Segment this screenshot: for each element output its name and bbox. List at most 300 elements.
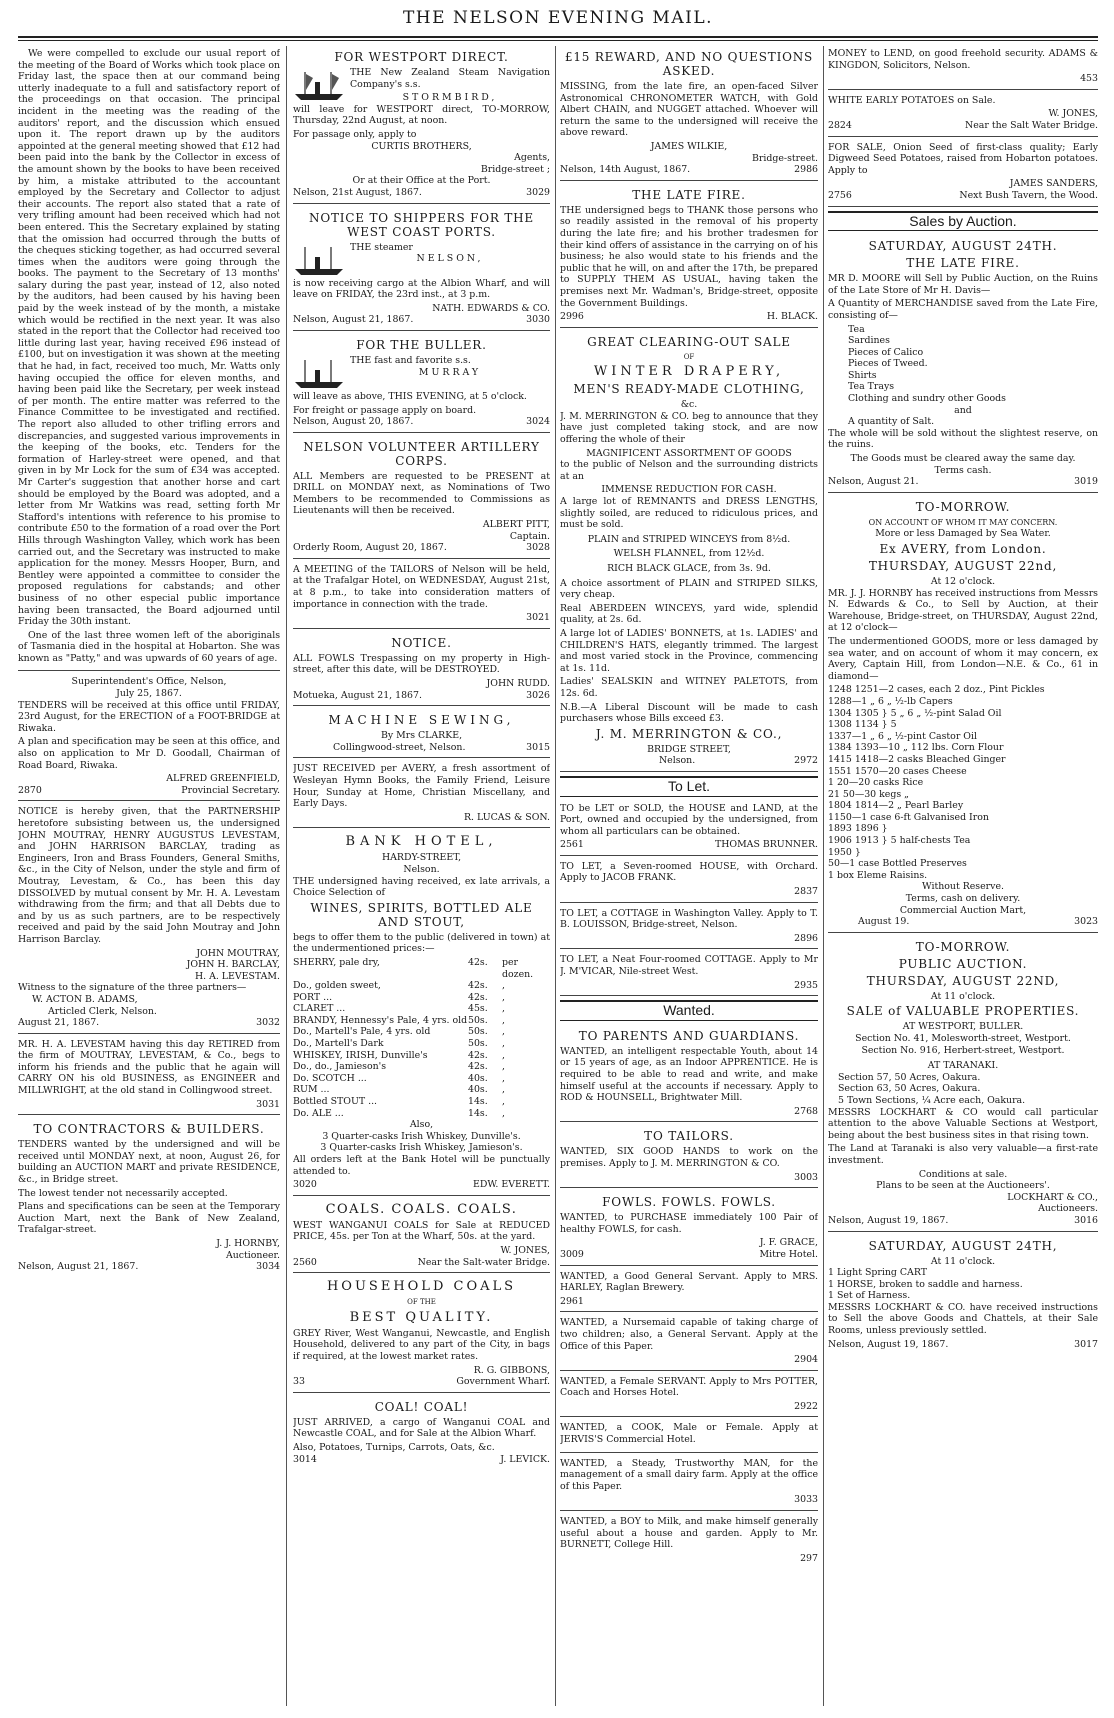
ad-signer: H. A. LEVESTAM. bbox=[194, 970, 280, 982]
ad-subheading: Nelson. bbox=[403, 863, 440, 875]
list-item: Section 57, 50 Acres, Oakura. bbox=[838, 1071, 981, 1083]
ad-heading: TO-MORROW. bbox=[915, 939, 1011, 954]
price-price: 42s. bbox=[468, 1049, 488, 1061]
price-row bbox=[293, 1073, 550, 1085]
column-divider bbox=[555, 46, 556, 1706]
ad-date: Nelson, August 19, 1867. bbox=[828, 1338, 949, 1350]
ad-body: will leave as above, THIS EVENING, at 5 o'clock. bbox=[293, 390, 527, 402]
column-4 bbox=[828, 46, 1098, 1708]
ad-date: Nelson, August 21. bbox=[828, 476, 919, 488]
ad-signer: R. G. GIBBONS, bbox=[473, 1364, 550, 1376]
lot-row: 50—1 case Bottled Preserves bbox=[828, 858, 967, 870]
coals-ad bbox=[293, 1199, 550, 1273]
price-unit: , bbox=[502, 980, 505, 992]
list-item: Section 63, 50 Acres, Oakura. bbox=[838, 1083, 981, 1095]
ad-number: 453 bbox=[1080, 73, 1098, 85]
lot-row: 1 20—20 casks Rice bbox=[828, 777, 924, 789]
to-let-ad bbox=[560, 859, 818, 903]
saturday-auction-ad bbox=[828, 235, 1098, 493]
ad-body: WANTED, a Female SERVANT. Apply to Mrs POTTER, Coach and Horses Hotel. bbox=[560, 1375, 818, 1399]
ad-heading: NOTICE. bbox=[391, 635, 452, 650]
price-item: Do. ALE ... bbox=[293, 1107, 344, 1119]
ad-line: A choice assortment of PLAIN and STRIPED SILKS, very cheap. bbox=[560, 577, 818, 601]
price-unit: per dozen. bbox=[502, 956, 534, 980]
ad-body: THE undersigned having received, ex late arrivals, a Choice Selection of bbox=[293, 875, 550, 899]
coal-arrived-ad bbox=[293, 1396, 550, 1469]
ad-role: Bridge-street. bbox=[752, 152, 818, 164]
ad-body: MONEY to LEND, on good freehold security. ADAMS & KINGDON, Solicitors, Nelson. bbox=[828, 48, 1098, 71]
ad-body: MR. J. J. HORNBY has received instructions from Messrs N. Edwards & Co., to Sell by Auction, at their Warehouse, Bridge-street, on THURSDAY, August 22nd, at 12 o'clock— bbox=[828, 587, 1098, 634]
steamship-icon bbox=[293, 68, 345, 102]
ad-subheading: HARDY-STREET, bbox=[381, 852, 462, 864]
lot-row: 1804 1814—2 „ Pearl Barley bbox=[828, 800, 964, 812]
ad-body: TO LET, a Neat Four-roomed COTTAGE. Apply to Mr J. M'VICAR, Nile-street West. bbox=[560, 954, 818, 978]
column-1 bbox=[18, 46, 280, 1708]
price-item: Do., do., Jamieson's bbox=[293, 1061, 387, 1073]
ad-time: At 11 o'clock. bbox=[930, 1255, 996, 1267]
saturday-cart-auction-ad bbox=[828, 1235, 1098, 1355]
wanted-section-heading: Wanted. bbox=[560, 1000, 818, 1021]
ad-number: 3031 bbox=[256, 1098, 280, 1110]
onion-seed-ad bbox=[828, 140, 1098, 207]
ad-body: WANTED, a Good General Servant. Apply to MRS. HARLEY, Raglan Brewery. bbox=[560, 1270, 818, 1294]
ad-number: 3033 bbox=[794, 1494, 818, 1506]
ad-address: Next Bush Tavern, the Wood. bbox=[959, 189, 1098, 201]
ad-note: N.B.—A Liberal Discount will be made to cash purchasers whose Bills exceed £3. bbox=[560, 701, 818, 725]
list-item: 5 Town Sections, ¼ Acre each, Oakura. bbox=[838, 1094, 1026, 1106]
apprentice-wanted-ad bbox=[560, 1025, 818, 1123]
fowls-wanted-ad bbox=[560, 1191, 818, 1265]
ad-body: WANTED, a Nursemaid capable of taking charge of two children; also, a General Servant. Apply at the Office of this Paper. bbox=[560, 1317, 818, 1352]
ad-subheading: More or less Damaged by Sea Water. bbox=[875, 528, 1051, 540]
ad-body: NOTICE is hereby given, that the PARTNERSHIP heretofore subsisting between us, the undersigned JOHN MOUTRAY, HENRY AUGUSTUS LEVESTAM, and JOHN HARRISON BARCLAY, trading as Engineers, Iron and Brass Founders, General Smiths, &c., in the City of Nelson, under the style and firm of Moutray, Levestam, & Co., has been this day DISSOLVED by mutual consent by Mr. H. A. Levestam withdrawing from the firm; and that all Debts due to and by us as such partners, are to be respectively received and paid by the said John Moutray and John Harrison Barclay. bbox=[18, 806, 280, 945]
contractors-ad bbox=[18, 1118, 280, 1277]
ad-heading: WINES, SPIRITS, BOTTLED ALE AND STOUT, bbox=[310, 900, 533, 929]
tomorrow-auction-ad bbox=[828, 496, 1098, 933]
ad-date: Nelson, August 20, 1867. bbox=[293, 416, 414, 428]
ad-signer: ALBERT PITT, bbox=[482, 519, 550, 531]
ad-heading: BANK HOTEL, bbox=[345, 834, 498, 850]
household-coals-ad bbox=[293, 1276, 550, 1393]
ad-body: THE fast and favorite s.s. bbox=[350, 354, 471, 366]
ad-role: Auctioneer. bbox=[225, 1249, 280, 1261]
partnership-notice-ad bbox=[18, 804, 280, 1033]
list-item: Clothing and sundry other Goods bbox=[848, 393, 1006, 405]
ad-terms: Conditions at sale. bbox=[918, 1168, 1008, 1180]
ad-body: A plan and specification may be seen at this office, and also on application to Mr D. Goodall, Chairman of Road Board, Riwaka. bbox=[18, 736, 280, 771]
ad-body: WHITE EARLY POTATOES on Sale. bbox=[828, 94, 996, 106]
price-item: SHERRY, pale dry, bbox=[293, 956, 380, 968]
price-price: 42s. bbox=[468, 991, 488, 1003]
price-row bbox=[293, 1015, 550, 1027]
ad-body: MR D. MOORE will Sell by Public Auction, on the Ruins of the Late Store of Mr H. Davis— bbox=[828, 273, 1098, 296]
ad-body: MISSING, from the late fire, an open-faced Silver Astronomical CHRONOMETER WATCH, with Gold Albert CHAIN, and NUGGET attached. Whoever will return the same to the undersigned will receive the above reward. bbox=[560, 81, 818, 139]
witness-name: W. ACTON B. ADAMS, bbox=[32, 993, 138, 1005]
ad-number: 2837 bbox=[794, 886, 818, 898]
ad-body: WEST WANGANUI COALS for Sale at REDUCED PRICE, 45s. per Ton at the Wharf, 50s. at the yard. bbox=[293, 1219, 550, 1243]
ad-heading: SATURDAY, AUGUST 24TH, bbox=[868, 1238, 1058, 1253]
ad-body: MESSRS LOCKHART & CO would call particular attention to the above Valuable Sections at Westport, being about the best business sites in that rising town. bbox=[828, 1106, 1098, 1141]
ad-body: The undermentioned GOODS, more or less damaged by sea water, and on account of whom it may concern, ex Avery, Captain Hill, from London—N.E. & Co., 61 in diamond— bbox=[828, 635, 1098, 682]
to-let-ad bbox=[560, 952, 818, 996]
ad-body: THE undersigned begs to THANK those persons who so readily assisted in the removal of his property during the late fire; and his brother tradesmen for their kind offers of assistance in the carrying on of his business; he also would state to his friends and the public that he will, on and after the 17th, be prepared to SUPPLY THEM AS USUAL, having taken the premises next Mr. Wadman's, Bridge-street, opposite the Government Buildings. bbox=[560, 204, 818, 309]
ad-address: BRIDGE STREET, bbox=[647, 743, 731, 755]
price-item: CLARET ... bbox=[293, 1003, 346, 1015]
ad-body: FOR SALE, Onion Seed of first-class quality; Early Digweed Seed Potatoes, raised from Hobarton potatoes. Apply to bbox=[828, 141, 1098, 176]
price-unit: , bbox=[502, 1038, 505, 1050]
ad-signer: J. F. GRACE, bbox=[759, 1237, 818, 1249]
article-paragraph: We were compelled to exclude our usual report of the meeting of the Board of Works which took place on Friday last, the space then at our command being utterly inadequate to a full and satisfactory report of the proceedings on that occasion. The principal incident in the meeting was the reading of the auditors' report, and the discussion which ensued upon it. The report drawn up by the auditors appointed at the general meeting showed that £12 had been paid into the bank by the Collector in excess of the amount shown by the books to have been received by him, a mistake attributed to the accountant employed by the Secretary and Collector to adjust their accounts. The report also stated that a rate of very trifling amount had been received which had not been entered. This the Secretary explained by stating that the omission had occurred through the butts of the cheques sticking together, as had occurred several times when the auditors were going through the books. The payment to the Secretary of 13 months' salary during the past year, instead of 12, also noted by the auditors, had been caused by his having been paid by the week instead of by the month, a mistake which would be rectified in the next year. It was also stated in the report that the Collector had received too little during last year, having received £96 instead of £100, but on investigation it was shown at the meeting that he had, in fact, received too much, Mr. Watts only having occupied the office for eleven months, and having been paid like the Secretary, per week instead of per month. The entire matter was referred to the Finance Committee to be investigated and rectified. The report also alluded to other trifling errors and discrepancies, and suggested various improvements in the keeping of the books, etc. Tenders for the formation of Harley-street were opened, and that given in by Mr Lock for the sum of £34 was accepted. Mr Carter's suggestion that another horse and cart should be employed by the Board was adopted, and a letter from Mr Watkins was read, setting forth Mr Stafford's intentions with reference to his promise to contribute £50 to the formation of a road over the Port Hills through Washington Valley, which work has been carried out, and the Secretary was instructed to make application for the money. Messrs Hooper, Burn, and Bentley were appointed a committee to consider the proposed regulations for cabstands; and other business of no other especial public importance having been transacted, the Board adjourned until Friday the 30th instant. bbox=[18, 48, 280, 628]
clearing-sale-ad bbox=[560, 331, 818, 772]
ad-signer: EDW. EVERETT. bbox=[473, 1179, 550, 1191]
ad-date: Nelson, 14th August, 1867. bbox=[560, 164, 691, 176]
list-item: Section No. 916, Herbert-street, Westport. bbox=[861, 1044, 1065, 1056]
ad-body: TENDERS wanted by the undersigned and will be received until MONDAY next, at noon, August 26, for building an AUCTION MART and private RESIDENCE, &c., in Bridge street. bbox=[18, 1139, 280, 1186]
ad-body: The lowest tender not necessarily accepted. bbox=[18, 1187, 228, 1199]
price-item: Do. SCOTCH ... bbox=[293, 1072, 367, 1084]
ad-signer: W. JONES, bbox=[1048, 108, 1098, 120]
ad-address: Collingwood-street, Nelson. bbox=[333, 741, 466, 753]
price-item: Bottled STOUT ... bbox=[293, 1096, 378, 1108]
price-row bbox=[293, 957, 550, 980]
ad-body: begs to offer them to the public (delivered in town) at the undermentioned prices:— bbox=[293, 931, 550, 955]
ad-body: TO LET, a Seven-roomed HOUSE, with Orchard. Apply to JACOB FRANK. bbox=[560, 860, 818, 884]
ship-name: MURRAY bbox=[418, 366, 482, 378]
ad-heading: GREAT CLEARING-OUT SALE bbox=[587, 334, 791, 349]
ad-body: Also, Potatoes, Turnips, Carrots, Oats, &c. bbox=[293, 1441, 495, 1453]
ad-heading: TO CONTRACTORS & BUILDERS. bbox=[33, 1122, 265, 1137]
ad-heading: THE LATE FIRE. bbox=[906, 256, 1020, 271]
ad-address: Near the Salt-water Bridge. bbox=[417, 1256, 550, 1268]
ad-number: 3029 bbox=[526, 186, 550, 198]
ad-number: 2896 bbox=[794, 932, 818, 944]
ad-line: Ladies' SEALSKIN and WITNEY PALETOTS, from 12s. 6d. bbox=[560, 676, 818, 699]
ad-date: August 21, 1867. bbox=[18, 1017, 100, 1029]
ad-body: MR. H. A. LEVESTAM having this day RETIRED from the firm of MOUTRAY, LEVESTAM, & Co., begs to inform his friends and the public that he again will CARRY ON his old BUSINESS, as ENGINEER and MILLWRIGHT, at the old stand in Collingwood street. bbox=[18, 1038, 280, 1097]
ad-heading: NELSON VOLUNTEER ARTILLERY CORPS. bbox=[303, 439, 540, 468]
ad-body: Also, bbox=[409, 1119, 434, 1131]
ad-number: 297 bbox=[800, 1552, 818, 1564]
price-row bbox=[293, 1108, 550, 1120]
ad-number: 3020 bbox=[293, 1179, 317, 1191]
ad-subheading: ON ACCOUNT OF WHOM IT MAY CONCERN. bbox=[868, 517, 1058, 527]
ad-signer: THOMAS BRUNNER. bbox=[714, 839, 818, 851]
ad-body: TO be LET or SOLD, the HOUSE and LAND, at the Port, owned and occupied by the undersigned, from whom all particulars can be obtained. bbox=[560, 802, 818, 837]
auction-section-heading: Sales by Auction. bbox=[828, 211, 1098, 232]
price-unit: , bbox=[502, 991, 505, 1003]
ad-heading: SATURDAY, AUGUST 24TH. bbox=[868, 239, 1058, 254]
ad-body: For freight or passage apply on board. bbox=[293, 404, 477, 416]
price-row bbox=[293, 1084, 550, 1096]
levestam-ad bbox=[18, 1037, 280, 1116]
ad-role: Captain. bbox=[509, 530, 550, 542]
ad-heading: BEST QUALITY. bbox=[349, 1309, 494, 1325]
ad-body: ALL Members are requested to be PRESENT at DRILL on MONDAY next, as Nominations of Two Members to be recommended to Commissions as Lieutenants will then be received. bbox=[293, 470, 550, 517]
steamship-icon bbox=[293, 356, 345, 390]
price-unit: , bbox=[502, 1072, 505, 1084]
ad-body: The whole will be sold without the slightest reserve, on the ruins. bbox=[828, 427, 1098, 451]
tailors-meeting-ad bbox=[293, 562, 550, 629]
ad-body: A Quantity of MERCHANDISE saved from the Late Fire, consisting of— bbox=[828, 298, 1098, 321]
ad-heading: £15 REWARD, AND NO QUESTIONS ASKED. bbox=[564, 50, 814, 78]
ad-body: WANTED, a BOY to Milk, and make himself generally useful about a house and garden. Apply to Mr. BURNETT, College Hill. bbox=[560, 1516, 818, 1551]
column-2 bbox=[293, 46, 550, 1708]
ad-body: TO LET, a COTTAGE in Washington Valley. Apply to T. B. LOUISSON, Bridge-street, Nelson. bbox=[560, 907, 818, 931]
bank-hotel-ad bbox=[293, 831, 550, 1195]
ad-emphasis: MAGNIFICENT ASSORTMENT OF GOODS bbox=[586, 447, 792, 459]
ad-number: 3009 bbox=[560, 1248, 584, 1260]
ad-signer: CURTIS BROTHERS, bbox=[371, 140, 472, 152]
price-unit: , bbox=[502, 1014, 505, 1026]
ship-name: NELSON, bbox=[416, 253, 484, 265]
ad-number: 2986 bbox=[794, 164, 818, 176]
ad-number: 3016 bbox=[1074, 1214, 1098, 1226]
price-item: BRANDY, Hennessy's Pale, 4 yrs. old bbox=[293, 1014, 468, 1026]
price-unit: , bbox=[502, 1107, 505, 1119]
ad-body: A MEETING of the TAILORS of Nelson will be held, at the Trafalgar Hotel, on WEDNESDAY, August 21st, at 8 p.m., to take into consideration matters of importance in connection with the trade. bbox=[293, 563, 550, 610]
ad-body: A large lot of REMNANTS and DRESS LENGTHS, slightly soiled, are reduced to ridiculous prices, and must be sold. bbox=[560, 496, 818, 531]
price-price: 40s. bbox=[468, 1072, 488, 1084]
ad-body: All orders left at the Bank Hotel will be punctually attended to. bbox=[293, 1154, 550, 1177]
ad-body: Plans to be seen at the Auctioneers'. bbox=[876, 1180, 1050, 1192]
ad-body: Or at their Office at the Port. bbox=[352, 175, 491, 187]
price-item: Do., Martell's Pale, 4 yrs. old bbox=[293, 1026, 431, 1038]
price-unit: , bbox=[502, 1061, 505, 1073]
ad-signer: JOHN RUDD. bbox=[486, 678, 550, 689]
ad-number: 3028 bbox=[526, 542, 550, 554]
westport-ad bbox=[293, 46, 550, 204]
price-price: 14s. bbox=[468, 1096, 488, 1108]
ad-signer: R. LUCAS & SON. bbox=[464, 811, 550, 823]
ad-subheading: OF THE bbox=[407, 1298, 436, 1307]
ad-body: ALL FOWLS Trespassing on my property in High-street, after this date, will be DESTROYED. bbox=[293, 652, 550, 676]
column-divider bbox=[286, 46, 287, 1706]
ad-body: J. M. MERRINGTON & CO. beg to announce that they have just completed taking stock, and are now offering the whole of their bbox=[560, 410, 818, 446]
ad-terms: Without Reserve. bbox=[922, 881, 1004, 893]
price-price: 42s. bbox=[468, 956, 488, 968]
price-item: RUM ... bbox=[293, 1084, 330, 1096]
ad-date: Nelson, August 19, 1867. bbox=[828, 1214, 949, 1226]
sewing-ad bbox=[293, 709, 550, 758]
price-row bbox=[293, 1061, 550, 1073]
price-row bbox=[293, 1096, 550, 1108]
ad-number: 3019 bbox=[1074, 476, 1098, 488]
ad-signer: JAMES WILKIE, bbox=[650, 140, 728, 152]
ad-heading: TO-MORROW. bbox=[915, 499, 1011, 514]
ad-role: Provincial Secretary. bbox=[181, 784, 280, 796]
ad-date: August 19. bbox=[858, 916, 910, 928]
ad-number: 3017 bbox=[1074, 1338, 1098, 1350]
ad-date: Orderly Room, August 20, 1867. bbox=[293, 542, 447, 554]
ad-number: 3003 bbox=[794, 1171, 818, 1183]
list-item: 1 Light Spring CART bbox=[828, 1267, 927, 1279]
servant-wanted-ad bbox=[560, 1269, 818, 1313]
ad-date: Nelson, August 21, 1867. bbox=[18, 1261, 139, 1273]
price-price: 50s. bbox=[468, 1026, 488, 1038]
price-price: 50s. bbox=[468, 1014, 488, 1026]
lot-row: 1551 1570—20 cases Cheese bbox=[828, 765, 967, 777]
ad-signer: JOHN MOUTRAY, bbox=[196, 947, 280, 959]
ad-number: 3034 bbox=[256, 1261, 280, 1273]
lot-row: 1 box Eleme Raisins. bbox=[828, 869, 928, 881]
list-item: 1 HORSE, broken to saddle and harness. bbox=[828, 1278, 1023, 1290]
ad-date: Motueka, August 21, 1867. bbox=[293, 689, 422, 701]
ad-signer: JOHN H. BARCLAY, bbox=[186, 959, 280, 971]
ship-name: STORMBIRD, bbox=[402, 92, 498, 104]
ad-heading: FOR THE BULLER. bbox=[356, 337, 487, 352]
price-item: Do., Martell's Dark bbox=[293, 1038, 384, 1050]
ad-body: WANTED, a COOK, Male or Female. Apply at JERVIS'S Commercial Hotel. bbox=[560, 1422, 818, 1446]
lot-list bbox=[828, 684, 1098, 881]
ad-heading: MACHINE SEWING, bbox=[328, 713, 515, 728]
servant-wanted-ad bbox=[560, 1315, 818, 1370]
ad-heading: COAL! COAL! bbox=[374, 1399, 469, 1414]
servant-wanted-ad bbox=[560, 1514, 818, 1568]
ad-body: The Goods must be cleared away the same day. bbox=[850, 453, 1076, 465]
column-divider bbox=[823, 46, 824, 1706]
to-let-ad bbox=[560, 906, 818, 950]
list-item: A quantity of Salt. bbox=[848, 416, 935, 428]
price-row bbox=[293, 980, 550, 992]
ad-body: TENDERS will be received at this office until FRIDAY, 23rd August, for the ERECTION of a FOOT-BRIDGE at Riwaka. bbox=[18, 699, 280, 734]
price-price: 42s. bbox=[468, 1061, 488, 1073]
ad-number: 2561 bbox=[560, 839, 584, 851]
ad-address: Mitre Hotel. bbox=[759, 1248, 818, 1260]
list-item: Pieces of Calico bbox=[848, 346, 924, 358]
list-item: Pieces of Tweed. bbox=[848, 358, 928, 370]
books-ad bbox=[293, 761, 550, 828]
ad-line: PLAIN and STRIPED WINCEYS from 8½d. bbox=[587, 533, 791, 545]
ad-signer: J. J. HORNBY, bbox=[216, 1238, 280, 1249]
ad-heading: NOTICE TO SHIPPERS FOR THE WEST COAST PORTS. bbox=[309, 210, 534, 239]
ad-number: 2961 bbox=[560, 1295, 584, 1307]
servant-wanted-ad bbox=[560, 1420, 818, 1452]
lot-row: 1288—1 „ 6 „ ½-lb Capers bbox=[828, 695, 953, 707]
price-price: 45s. bbox=[468, 1003, 488, 1015]
ad-number: 2756 bbox=[828, 189, 852, 201]
ad-signer: W. JONES, bbox=[500, 1244, 550, 1256]
ad-number: 3026 bbox=[526, 689, 550, 701]
volunteer-artillery-ad bbox=[293, 436, 550, 559]
ad-signer: JAMES SANDERS, bbox=[1009, 178, 1098, 190]
ad-role: Agents, bbox=[514, 152, 550, 164]
ad-signer: NATH. EDWARDS & CO. bbox=[432, 302, 550, 314]
ad-role: Auctioneers. bbox=[1038, 1203, 1098, 1215]
potatoes-ad bbox=[828, 93, 1098, 137]
lot-row: 21 50—30 kegs „ bbox=[828, 788, 910, 800]
price-unit: , bbox=[502, 1084, 505, 1096]
tailors-wanted-ad bbox=[560, 1125, 818, 1188]
ad-address: Commercial Auction Mart, bbox=[899, 904, 1027, 916]
ad-number: 2904 bbox=[794, 1354, 818, 1366]
ad-body: and bbox=[954, 404, 972, 416]
lot-row: 1248 1251—2 cases, each 2 doz., Pint Pickles bbox=[828, 684, 1045, 696]
steamship-icon bbox=[293, 243, 345, 277]
list-item: Tea Trays bbox=[848, 381, 895, 393]
price-unit: , bbox=[502, 1049, 505, 1061]
witness-line: Witness to the signature of the three partners— bbox=[18, 982, 247, 994]
price-row bbox=[293, 1050, 550, 1062]
ad-address: Near the Salt Water Bridge. bbox=[965, 119, 1098, 131]
ad-heading: MEN'S READY-MADE CLOTHING, bbox=[573, 382, 805, 397]
ad-subheading: AT TARANAKI. bbox=[927, 1060, 999, 1072]
ad-body: 3 Quarter-casks Irish Whiskey, Dunville's. bbox=[322, 1130, 521, 1142]
masthead-rule-thin bbox=[18, 40, 1098, 41]
masthead: THE NELSON EVENING MAIL. bbox=[402, 8, 714, 28]
price-unit: , bbox=[502, 1026, 505, 1038]
ad-number: 2560 bbox=[293, 1256, 317, 1268]
ad-heading: THE LATE FIRE. bbox=[632, 187, 746, 202]
ad-body: GREY River, West Wanganui, Newcastle, and English Household, delivered to any part of the City, in bags if required, at the lowest market rates. bbox=[293, 1327, 550, 1362]
ad-address: Nelson. bbox=[658, 755, 696, 767]
ad-signer: H. BLACK. bbox=[766, 311, 818, 323]
ad-terms: Terms cash. bbox=[934, 464, 992, 476]
ad-signer: LOCKHART & CO., bbox=[1007, 1191, 1098, 1203]
ad-body: WANTED, an intelligent respectable Youth, about 14 or 15 years of age, as an Indoor APPRENTICE. He is required to be able to read and write, and make himself useful at the accounts if necessary. Apply to ROD & HOUNSELL, Brightwater Mill. bbox=[560, 1045, 818, 1104]
price-row bbox=[293, 992, 550, 1004]
ad-heading: THURSDAY, AUGUST 22ND, bbox=[866, 973, 1060, 988]
ad-body: to the public of Nelson and the surrounding districts at an bbox=[560, 459, 818, 482]
servant-wanted-ad bbox=[560, 1456, 818, 1511]
ad-body: THE steamer bbox=[350, 241, 413, 253]
to-let-ad bbox=[560, 801, 818, 856]
masthead-rule bbox=[18, 36, 1098, 38]
ad-time: At 12 o'clock. bbox=[930, 576, 996, 587]
ad-body: By Mrs CLARKE, bbox=[380, 730, 463, 742]
list-item: Tea bbox=[848, 323, 865, 335]
lot-row: 1384 1393—10 „ 112 lbs. Corn Flour bbox=[828, 742, 1004, 754]
ad-heading: COALS. COALS. COALS. bbox=[325, 1201, 518, 1217]
ad-line: WELSH FLANNEL, from 12½d. bbox=[613, 548, 765, 560]
witness-role: Articled Clerk, Nelson. bbox=[48, 1005, 157, 1017]
ad-heading: TO TAILORS. bbox=[644, 1129, 734, 1144]
ad-number: 2768 bbox=[794, 1105, 818, 1117]
to-let-section-heading: To Let. bbox=[560, 776, 818, 797]
ad-number: 3015 bbox=[526, 741, 550, 753]
ad-body: The Land at Taranaki is also very valuable—a first-rate investment. bbox=[828, 1143, 1098, 1166]
ad-heading: WINTER DRAPERY, bbox=[593, 364, 785, 380]
ad-number: 3024 bbox=[526, 416, 550, 428]
ad-date: Nelson, August 21, 1867. bbox=[293, 314, 414, 326]
ad-number: 3014 bbox=[293, 1453, 317, 1465]
ad-emphasis: IMMENSE REDUCTION FOR CASH. bbox=[601, 484, 777, 496]
ad-body: Plans and specifications can be seen at the Temporary Auction Mart, next the Bank of New Zealand, Trafalgar-street. bbox=[18, 1201, 280, 1236]
public-auction-ad bbox=[828, 936, 1098, 1232]
ad-terms: Terms, cash on delivery. bbox=[905, 893, 1021, 905]
price-item: PORT ... bbox=[293, 991, 333, 1003]
reward-ad bbox=[560, 46, 818, 181]
column-3 bbox=[560, 46, 818, 1708]
ad-heading: HOUSEHOLD COALS bbox=[326, 1279, 517, 1295]
ad-heading: THURSDAY, AUGUST 22nd, bbox=[868, 559, 1058, 573]
price-list bbox=[293, 957, 550, 1119]
list-item: Sardines bbox=[848, 335, 890, 347]
lot-row: 1150—1 case 6-ft Galvanised Iron bbox=[828, 811, 989, 823]
lot-row: 1308 1134 } 5 bbox=[828, 719, 897, 731]
ad-line: Real ABERDEEN WINCEYS, yard wide, splendid quality, at 2s. 6d. bbox=[560, 602, 818, 626]
ad-body: WANTED, a Steady, Trustworthy MAN, for the management of a small dairy farm. Apply at the office of this Paper. bbox=[560, 1457, 818, 1492]
ad-subheading: &c. bbox=[680, 399, 698, 411]
ad-number: 3021 bbox=[526, 612, 550, 624]
lot-row: 1950 } bbox=[828, 846, 861, 858]
ad-heading: SALE of VALUABLE PROPERTIES. bbox=[846, 1004, 1080, 1019]
money-to-lend-ad bbox=[828, 46, 1098, 90]
lot-row: 1906 1913 } 5 half-chests Tea bbox=[828, 835, 971, 847]
board-of-works-article bbox=[18, 46, 280, 671]
ad-number: 2922 bbox=[794, 1400, 818, 1412]
ad-number: 3032 bbox=[256, 1017, 280, 1029]
ad-heading: Ex AVERY, from London. bbox=[879, 542, 1047, 556]
